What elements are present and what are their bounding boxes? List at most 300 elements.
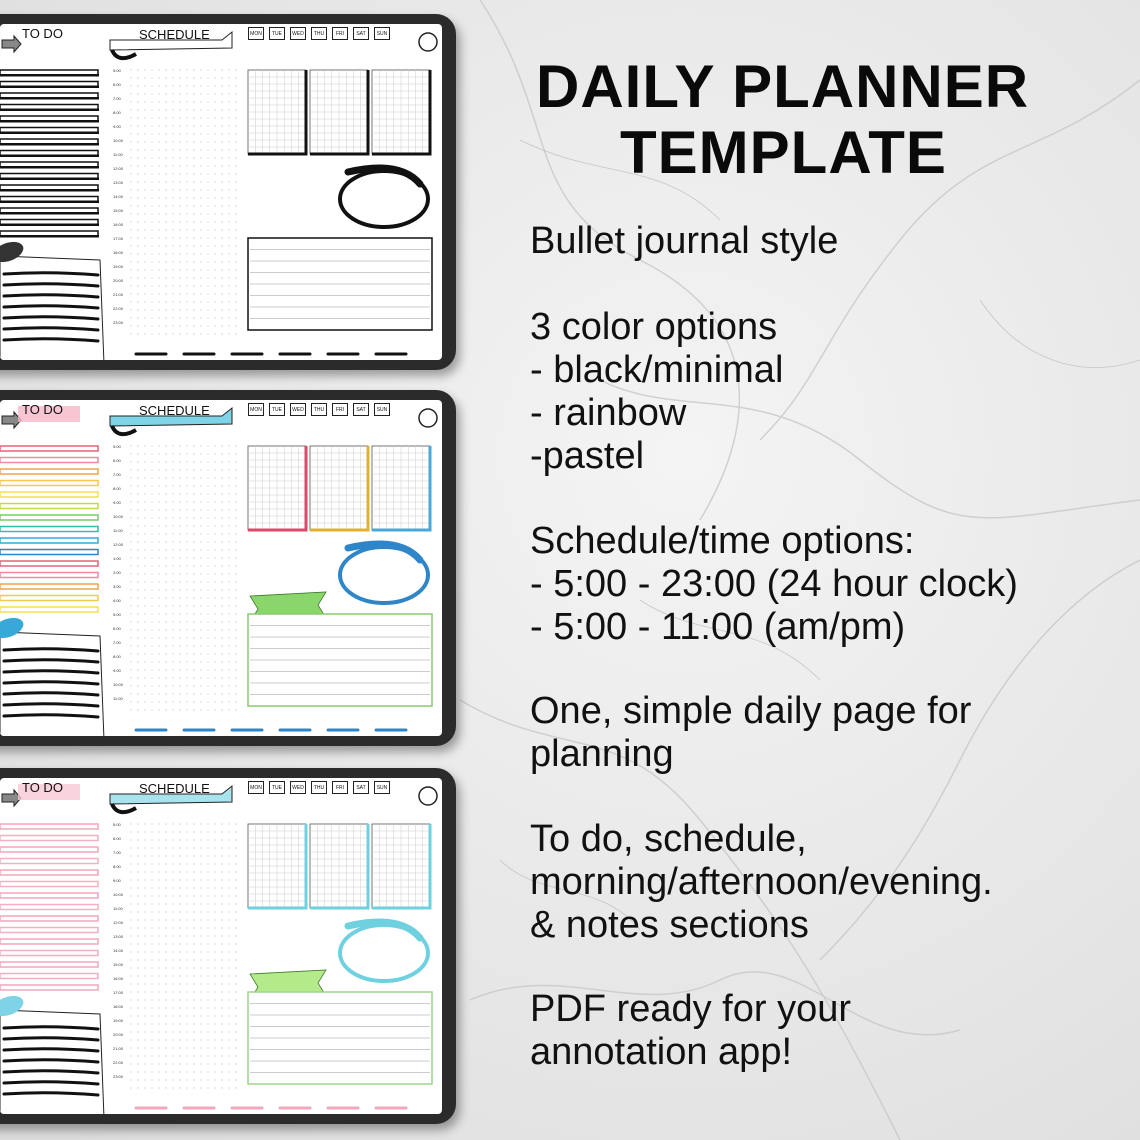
hour-label: 7:00	[113, 96, 121, 101]
grid-dot	[151, 629, 152, 630]
grid-dot	[179, 277, 180, 278]
todo-line	[0, 928, 98, 933]
grid-dot	[165, 983, 166, 984]
grid-dot	[165, 133, 166, 134]
grid-dot	[130, 701, 131, 702]
grid-dot	[137, 677, 138, 678]
hour-label: 3:00	[113, 584, 121, 589]
grid-dot	[158, 1023, 159, 1024]
grid-dot	[130, 541, 131, 542]
grid-dot	[214, 461, 215, 462]
todo-line	[0, 596, 98, 601]
grid-dot	[221, 237, 222, 238]
grid-dot	[158, 165, 159, 166]
grid-dot	[179, 541, 180, 542]
grid-dot	[172, 677, 173, 678]
grid-dot	[151, 317, 152, 318]
grid-dot	[130, 871, 131, 872]
grid-dot	[193, 253, 194, 254]
grid-dot	[221, 165, 222, 166]
day-box-mon[interactable]: MON	[248, 403, 264, 416]
grid-dot	[186, 189, 187, 190]
grid-dot	[186, 197, 187, 198]
grid-dot	[172, 967, 173, 968]
grid-dot	[172, 149, 173, 150]
grid-dot	[207, 109, 208, 110]
grid-dot	[228, 999, 229, 1000]
hour-label: 21:00	[113, 1046, 124, 1051]
grid-dot	[158, 943, 159, 944]
grid-dot	[144, 677, 145, 678]
grid-dot	[186, 133, 187, 134]
grid-dot	[165, 927, 166, 928]
grid-dot	[207, 943, 208, 944]
day-box-thu[interactable]: THU	[311, 781, 327, 794]
grid-dot	[137, 549, 138, 550]
grid-dot	[158, 1039, 159, 1040]
grid-dot	[158, 69, 159, 70]
grid-dot	[151, 189, 152, 190]
day-box-wed[interactable]: WED	[290, 403, 306, 416]
grid-dot	[235, 701, 236, 702]
grid-dot	[165, 125, 166, 126]
todo-line	[0, 859, 98, 864]
day-box-fri[interactable]: FRI	[332, 27, 348, 40]
grid-dot	[186, 557, 187, 558]
grid-dot	[228, 253, 229, 254]
grid-dot	[207, 517, 208, 518]
grid-dot	[200, 1079, 201, 1080]
grid-dot	[158, 285, 159, 286]
grid-dot	[186, 653, 187, 654]
grid-dot	[179, 943, 180, 944]
grid-dot	[235, 887, 236, 888]
grid-dot	[235, 589, 236, 590]
grid-dot	[200, 629, 201, 630]
grid-dot	[228, 951, 229, 952]
grid-dot	[151, 1079, 152, 1080]
grid-dot	[214, 605, 215, 606]
grid-dot	[137, 1047, 138, 1048]
grid-dot	[221, 205, 222, 206]
schedule-heading: Schedule/time options:	[530, 520, 915, 562]
grid-dot	[200, 573, 201, 574]
grid-dot	[235, 517, 236, 518]
grid-dot	[172, 1015, 173, 1016]
grid-dot	[228, 549, 229, 550]
grid-dot	[186, 991, 187, 992]
hour-label: 9:00	[113, 124, 121, 129]
grid-dot	[172, 605, 173, 606]
grid-dot	[165, 831, 166, 832]
grid-dot	[137, 77, 138, 78]
grid-dot	[158, 839, 159, 840]
grid-dot	[200, 125, 201, 126]
grid-dot	[144, 653, 145, 654]
day-box-fri[interactable]: FRI	[332, 403, 348, 416]
grid-dot	[221, 863, 222, 864]
grid-dot	[228, 525, 229, 526]
grid-dot	[144, 165, 145, 166]
grid-dot	[151, 461, 152, 462]
day-box-tue[interactable]: TUE	[269, 781, 285, 794]
grid-dot	[221, 101, 222, 102]
grid-dot	[165, 301, 166, 302]
grid-dot	[144, 557, 145, 558]
day-box-fri[interactable]: FRI	[332, 781, 348, 794]
grid-dot	[130, 1063, 131, 1064]
grid-dot	[144, 461, 145, 462]
day-box-sat[interactable]: SAT	[353, 27, 369, 40]
grid-dot	[158, 903, 159, 904]
grid-dot	[186, 485, 187, 486]
day-box-thu[interactable]: THU	[311, 403, 327, 416]
day-box-sun[interactable]: SUN	[374, 403, 390, 416]
hour-label: 18:00	[113, 250, 124, 255]
grid-dot	[221, 677, 222, 678]
day-box-wed[interactable]: WED	[290, 27, 306, 40]
grid-dot	[207, 629, 208, 630]
grid-dot	[130, 261, 131, 262]
grid-dot	[193, 333, 194, 334]
grid-dot	[151, 1007, 152, 1008]
grid-dot	[214, 69, 215, 70]
grid-dot	[214, 677, 215, 678]
grid-dot	[137, 445, 138, 446]
grid-dot	[193, 93, 194, 94]
grid-dot	[151, 213, 152, 214]
grid-dot	[165, 597, 166, 598]
grid-dot	[158, 453, 159, 454]
hour-label: 5:00	[113, 444, 121, 449]
grid-dot	[130, 887, 131, 888]
grid-dot	[151, 557, 152, 558]
grid-dot	[221, 645, 222, 646]
grid-dot	[214, 999, 215, 1000]
grid-dot	[130, 309, 131, 310]
grid-dot	[144, 847, 145, 848]
grid-dot	[207, 975, 208, 976]
grid-dot	[172, 269, 173, 270]
grid-dot	[228, 991, 229, 992]
grid-dot	[235, 1047, 236, 1048]
grid-dot	[186, 975, 187, 976]
grid-dot	[193, 637, 194, 638]
grid-dot	[179, 309, 180, 310]
grid-dot	[172, 685, 173, 686]
grid-dot	[207, 69, 208, 70]
grid-dot	[228, 133, 229, 134]
grid-dot	[172, 205, 173, 206]
grid-dot	[200, 133, 201, 134]
grid-dot	[193, 1047, 194, 1048]
grid-dot	[158, 517, 159, 518]
grid-dot	[200, 165, 201, 166]
grid-dot	[193, 1023, 194, 1024]
grid-dot	[214, 975, 215, 976]
grid-dot	[221, 525, 222, 526]
grid-dot	[221, 285, 222, 286]
grid-dot	[186, 573, 187, 574]
grid-dot	[144, 221, 145, 222]
grid-dot	[144, 943, 145, 944]
grid-dot	[165, 309, 166, 310]
grid-dot	[221, 229, 222, 230]
grid-dot	[151, 293, 152, 294]
grid-dot	[207, 173, 208, 174]
grid-dot	[130, 879, 131, 880]
grid-dot	[172, 911, 173, 912]
grid-dot	[207, 661, 208, 662]
grid-dot	[235, 317, 236, 318]
grid-dot	[165, 1079, 166, 1080]
grid-dot	[193, 229, 194, 230]
grid-dot	[193, 85, 194, 86]
grid-dot	[186, 621, 187, 622]
grid-dot	[228, 847, 229, 848]
todo-line	[0, 573, 98, 578]
day-box-sat[interactable]: SAT	[353, 781, 369, 794]
grid-dot	[214, 149, 215, 150]
grid-dot	[214, 85, 215, 86]
grid-dot	[130, 839, 131, 840]
grid-dot	[137, 653, 138, 654]
grid-dot	[200, 149, 201, 150]
todo-line	[0, 939, 98, 944]
day-box-sun[interactable]: SUN	[374, 27, 390, 40]
grid-dot	[193, 477, 194, 478]
grid-dot	[207, 839, 208, 840]
tablet-pastel	[0, 768, 456, 1124]
day-box-tue[interactable]: TUE	[269, 27, 285, 40]
grid-dot	[214, 983, 215, 984]
grid-dot	[207, 269, 208, 270]
grid-dot	[172, 951, 173, 952]
hour-label: 5:00	[113, 68, 121, 73]
day-box-sun[interactable]: SUN	[374, 781, 390, 794]
grid-dot	[221, 533, 222, 534]
grid-dot	[130, 935, 131, 936]
grid-dot	[214, 525, 215, 526]
grid-dot	[221, 445, 222, 446]
grid-dot	[137, 1071, 138, 1072]
grid-dot	[172, 1039, 173, 1040]
grid-dot	[165, 453, 166, 454]
grid-dot	[179, 1071, 180, 1072]
grid-dot	[221, 1063, 222, 1064]
grid-dot	[172, 509, 173, 510]
grid-dot	[221, 125, 222, 126]
grid-dot	[200, 991, 201, 992]
day-box-thu[interactable]: THU	[311, 27, 327, 40]
grid-dot	[172, 117, 173, 118]
grid-dot	[130, 109, 131, 110]
grid-dot	[137, 277, 138, 278]
grid-dot	[186, 685, 187, 686]
grid-dot	[179, 975, 180, 976]
grid-dot	[151, 879, 152, 880]
grid-dot	[165, 967, 166, 968]
todo-line	[0, 916, 98, 921]
grid-dot	[214, 301, 215, 302]
grid-dot	[165, 157, 166, 158]
grid-dot	[207, 959, 208, 960]
day-box-wed[interactable]: WED	[290, 781, 306, 794]
grid-dot	[137, 935, 138, 936]
grid-dot	[221, 903, 222, 904]
grid-dot	[144, 951, 145, 952]
schedule-option: - 5:00 - 23:00 (24 hour clock)	[530, 563, 1018, 605]
grid-dot	[235, 895, 236, 896]
grid-dot	[186, 1015, 187, 1016]
grid-dot	[172, 237, 173, 238]
page-title	[536, 54, 1116, 186]
grid-dot	[235, 205, 236, 206]
grid-dot	[186, 613, 187, 614]
grid-dot	[228, 229, 229, 230]
grid-dot	[179, 93, 180, 94]
day-box-sat[interactable]: SAT	[353, 403, 369, 416]
grid-dot	[235, 871, 236, 872]
grid-dot	[193, 903, 194, 904]
grid-dot	[207, 301, 208, 302]
grid-dot	[179, 1055, 180, 1056]
day-box-mon[interactable]: MON	[248, 781, 264, 794]
grid-dot	[200, 253, 201, 254]
grid-dot	[144, 661, 145, 662]
grid-dot	[172, 293, 173, 294]
grid-dot	[193, 573, 194, 574]
grid-dot	[207, 493, 208, 494]
grid-dot	[214, 253, 215, 254]
grid-dot	[172, 653, 173, 654]
grid-dot	[144, 237, 145, 238]
todo-line	[0, 870, 98, 875]
grid-dot	[130, 125, 131, 126]
grid-dot	[235, 565, 236, 566]
grid-dot	[172, 485, 173, 486]
grid-dot	[151, 133, 152, 134]
grid-dot	[172, 863, 173, 864]
grid-dot	[235, 541, 236, 542]
grid-dot	[186, 181, 187, 182]
grid-dot	[179, 677, 180, 678]
banner-curl	[112, 804, 136, 812]
grid-dot	[221, 999, 222, 1000]
grid-dot	[179, 1023, 180, 1024]
grid-dot	[144, 629, 145, 630]
grid-dot	[214, 943, 215, 944]
grid-dot	[179, 549, 180, 550]
grid-dot	[186, 1023, 187, 1024]
grid-dot	[179, 1079, 180, 1080]
grid-dot	[186, 1031, 187, 1032]
grid-dot	[137, 309, 138, 310]
grid-dot	[151, 485, 152, 486]
grid-dot	[193, 693, 194, 694]
grid-dot	[214, 895, 215, 896]
grid-dot	[165, 1015, 166, 1016]
grid-dot	[221, 493, 222, 494]
grid-dot	[228, 221, 229, 222]
grid-dot	[200, 309, 201, 310]
hour-label: 8:00	[113, 654, 121, 659]
grid-dot	[207, 229, 208, 230]
grid-dot	[214, 245, 215, 246]
grid-dot	[200, 839, 201, 840]
grid-dot	[221, 831, 222, 832]
grid-dot	[207, 863, 208, 864]
grid-dot	[235, 605, 236, 606]
grid-dot	[151, 693, 152, 694]
grid-dot	[186, 709, 187, 710]
grid-dot	[235, 967, 236, 968]
grid-dot	[186, 525, 187, 526]
grid-dot	[144, 823, 145, 824]
grid-dot	[221, 1023, 222, 1024]
grid-dot	[186, 253, 187, 254]
grid-dot	[165, 149, 166, 150]
grid-dot	[221, 277, 222, 278]
grid-dot	[137, 991, 138, 992]
hour-label: 19:00	[113, 264, 124, 269]
grid-dot	[214, 1071, 215, 1072]
grid-dot	[179, 895, 180, 896]
grid-dot	[207, 573, 208, 574]
grid-dot	[200, 879, 201, 880]
grid-dot	[151, 493, 152, 494]
grid-dot	[165, 205, 166, 206]
grid-dot	[186, 589, 187, 590]
grid-dot	[151, 141, 152, 142]
day-box-mon[interactable]: MON	[248, 27, 264, 40]
grid-dot	[193, 1087, 194, 1088]
grid-dot	[137, 613, 138, 614]
grid-dot	[193, 661, 194, 662]
grid-dot	[235, 1055, 236, 1056]
grid-dot	[235, 621, 236, 622]
grid-dot	[214, 847, 215, 848]
grid-dot	[130, 469, 131, 470]
grid-dot	[137, 301, 138, 302]
grid-dot	[144, 1063, 145, 1064]
color-option: -pastel	[530, 435, 645, 477]
grid-dot	[200, 645, 201, 646]
grid-dot	[221, 157, 222, 158]
grid-dot	[200, 1039, 201, 1040]
grid-dot	[172, 871, 173, 872]
grid-dot	[228, 927, 229, 928]
grid-dot	[165, 887, 166, 888]
grid-dot	[151, 309, 152, 310]
grid-dot	[144, 871, 145, 872]
grid-dot	[228, 935, 229, 936]
grid-dot	[137, 453, 138, 454]
grid-dot	[179, 847, 180, 848]
grid-dot	[214, 261, 215, 262]
grid-dot	[158, 895, 159, 896]
grid-dot	[172, 991, 173, 992]
grid-dot	[158, 141, 159, 142]
grid-dot	[151, 149, 152, 150]
grid-dot	[207, 685, 208, 686]
grid-dot	[137, 669, 138, 670]
grid-dot	[144, 549, 145, 550]
day-box-tue[interactable]: TUE	[269, 403, 285, 416]
grid-dot	[130, 951, 131, 952]
grid-dot	[200, 605, 201, 606]
grid-dot	[144, 517, 145, 518]
